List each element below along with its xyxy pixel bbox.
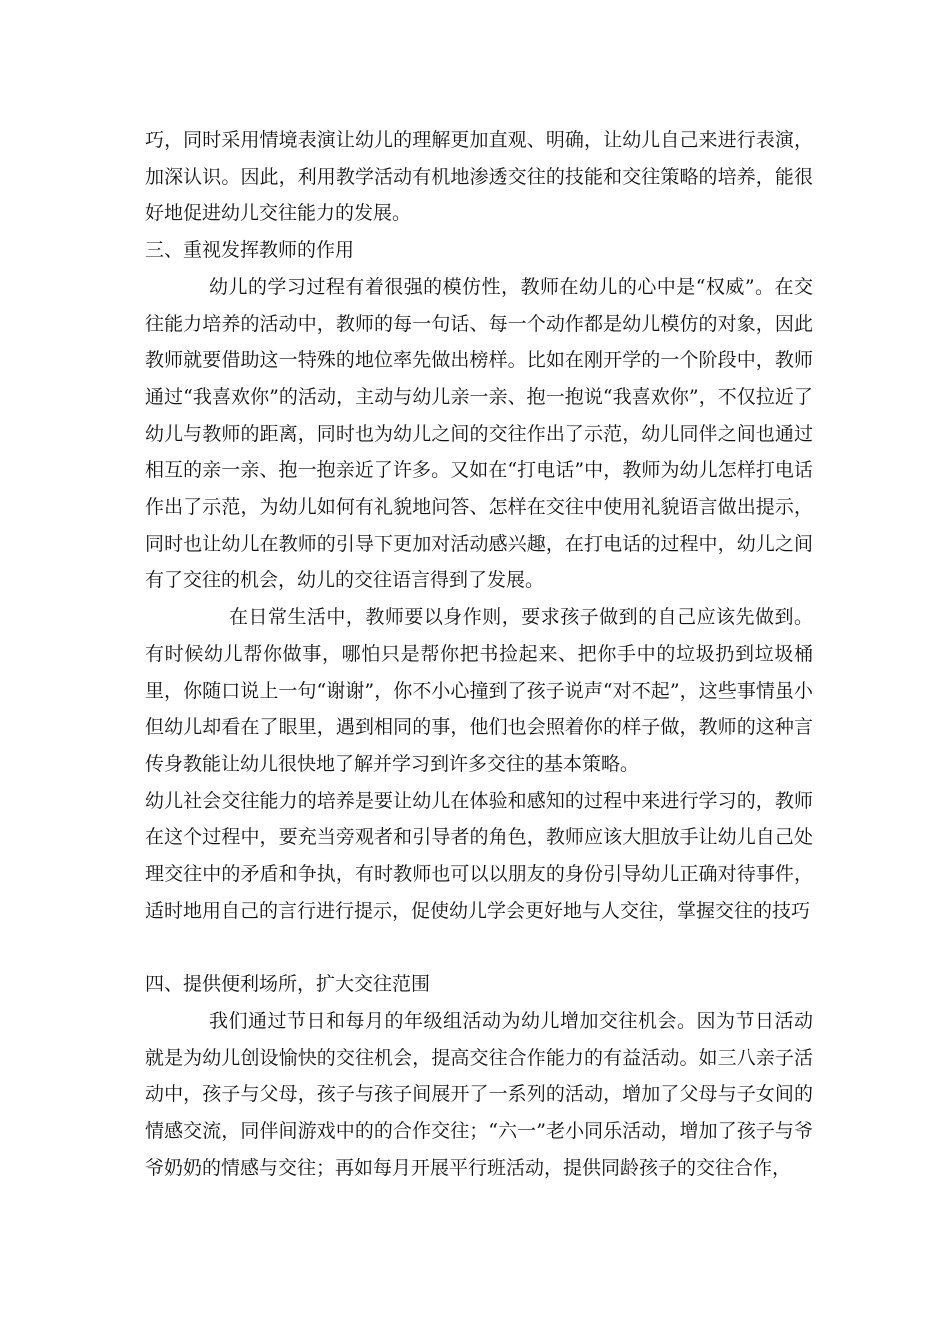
paragraph-continuation: 巧，同时采用情境表演让幼儿的理解更加直观、明确，让幼儿自己来进行表演，加深认识。因此，利用教学活动有机地渗透交往的技能和交往策略的培养，能很好地促进幼儿交往能力的发展。 bbox=[145, 129, 813, 225]
paragraph-festival-activities: 我们通过节日和每月的年级组活动为幼儿增加交往机会。因为节日活动就是为幼儿创设愉快的交往机会，提高交往合作能力的有益活动。如三八亲子活动中，孩子与父母，孩子与孩子间展开了一系列的活动，增加了父母与子女间的情感交流，同伴间游戏中的的合作交往；“六一”老小同乐活动，增加了孩子与爷爷奶奶的情感与交往；再如每月开展平行班活动，提供同龄孩子的交往合作， bbox=[145, 1009, 813, 1179]
document-body bbox=[145, 122, 813, 1186]
blank-line bbox=[145, 929, 813, 966]
paragraph-teacher-role: 幼儿的学习过程有着很强的模仿性，教师在幼儿的心中是“权威”。在交往能力培养的活动中，教师的每一句话、每一个动作都是幼儿模仿的对象，因此教师就要借助这一特殊的地位率先做出榜样。比如在刚开学的一个阶段中，教师通过“我喜欢你”的活动，主动与幼儿亲一亲、抱一抱说“我喜欢你”，不仅拉近了幼儿与教师的距离，同时也为幼儿之间的交往作出了示范，幼儿同伴之间也通过相互的亲一亲、抱一抱亲近了许多。又如在“打电话”中，教师为幼儿怎样打电话作出了示范，为幼儿如何有礼貌地问答、怎样在交往中使用礼貌语言做出提示，同时也让幼儿在教师的引导下更加对活动感兴趣，在打电话的过程中，幼儿之间有了交往的机会，幼儿的交往语言得到了发展。 bbox=[145, 275, 813, 592]
paragraph-daily-life: 在日常生活中，教师要以身作则，要求孩子做到的自己应该先做到。有时候幼儿帮你做事，哪怕只是帮你把书捡起来、把你手中的垃圾扔到垃圾桶里，你随口说上一句“谢谢”，你不小心撞到了孩子说声“对不起”，这些事情虽小但幼儿却看在了眼里，遇到相同的事，他们也会照着你的样子做，教师的这种言传身教能让幼儿很快地了解并学习到许多交往的基本策略。 bbox=[145, 606, 813, 775]
paragraph-social-skills: 幼儿社会交往能力的培养是要让幼儿在体验和感知的过程中来进行学习的，教师在这个过程中，要充当旁观者和引导者的角色，教师应该大胆放手让幼儿自己处理交往中的矛盾和争执，有时教师也可以以朋友的身份引导幼儿正确对待事件，适时地用自己的言行进行提示，促使幼儿学会更好地与人交往，掌握交往的技巧 bbox=[145, 789, 813, 922]
section-heading-4: 四、提供便利场所，扩大交往范围 bbox=[145, 973, 431, 996]
section-heading-3: 三、重视发挥教师的作用 bbox=[145, 239, 355, 262]
